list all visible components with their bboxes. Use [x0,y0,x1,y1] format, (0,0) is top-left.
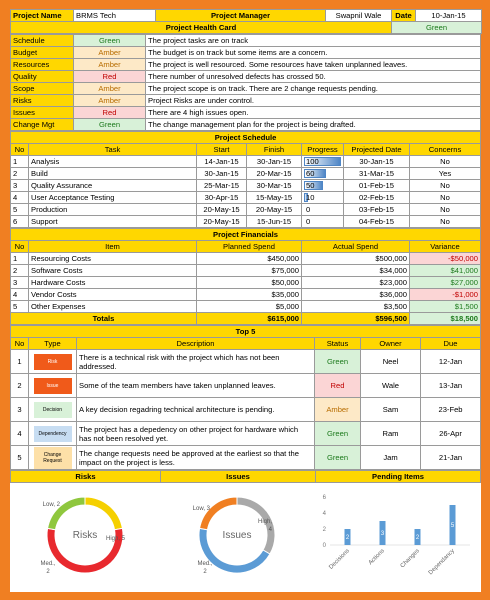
financials-row [11,265,481,277]
pending-category-label: Actions [367,548,386,567]
health-label: Schedule [11,35,74,47]
financials-col-header: Variance [410,241,481,253]
schedule-projected[interactable]: 03-Feb-15 [344,204,410,216]
type-badge: Issue [34,378,72,394]
health-label: Issues [11,107,74,119]
health-label: Quality [11,71,74,83]
header-table [10,9,482,34]
schedule-no: 2 [11,168,29,180]
health-status[interactable]: Green [74,35,146,47]
schedule-no: 1 [11,156,29,168]
schedule-col-header: No [11,144,29,156]
financials-no: 5 [11,301,29,313]
financials-variance: $1,500 [410,301,481,313]
health-note[interactable]: There are 4 high issues open. [146,107,481,119]
financials-variance: -$1,000 [410,289,481,301]
top5-due[interactable]: 13-Jan [421,374,481,398]
top5-col-header: Description [77,338,315,350]
top5-description[interactable]: A key decision regadring technical architecture is pending. [77,398,315,422]
health-label: Budget [11,47,74,59]
bar-y-tick: 4 [322,511,326,517]
schedule-start[interactable]: 30-Jan-15 [197,168,247,180]
health-status[interactable]: Amber [74,95,146,107]
schedule-progress[interactable] [302,168,344,180]
donut-center-label: Risks [72,530,98,541]
top5-row [11,374,481,398]
financials-actual[interactable]: $36,000 [302,289,410,301]
financials-item[interactable]: Vendor Costs [29,289,197,301]
top5-description[interactable]: The project has a depedency on other project for hardware which has not been resolved yet. [77,422,315,446]
schedule-task[interactable]: Support [29,216,197,228]
top5-status[interactable]: Green [315,422,361,446]
top5-table [10,325,481,470]
financials-no: 1 [11,253,29,265]
top5-due[interactable]: 12-Jan [421,350,481,374]
health-row [11,47,481,59]
top5-type [29,350,77,374]
project-name-label: Project Name [11,10,74,22]
top5-row [11,446,481,470]
pending-category-label: Decisions [328,548,351,571]
schedule-no: 4 [11,192,29,204]
pending-bar-value: 5 [450,523,455,529]
schedule-row [11,216,481,228]
schedule-task[interactable]: Production [29,204,197,216]
schedule-col-header: Task [29,144,197,156]
top5-due[interactable]: 23-Feb [421,398,481,422]
health-row [11,59,481,71]
financials-no: 2 [11,265,29,277]
top5-description[interactable]: Some of the team members have taken unplanned leaves. [77,374,315,398]
financials-col-header: Planned Spend [197,241,302,253]
financials-planned[interactable]: $50,000 [197,277,302,289]
risks-donut-chart [40,497,125,575]
top5-row [11,350,481,374]
financials-actual[interactable]: $500,000 [302,253,410,265]
health-label: Change Mgt [11,119,74,131]
top5-owner[interactable]: Wale [361,374,421,398]
status-report-sheet [10,9,481,592]
progress-bar [304,169,341,178]
schedule-col-header: Start [197,144,247,156]
total-actual: $596,500 [302,313,410,325]
pending-bar-value: 2 [345,535,350,541]
donut-center-label: Issues [222,530,252,541]
top5-status[interactable]: Green [315,350,361,374]
schedule-concerns[interactable]: No [410,192,481,204]
schedule-progress[interactable] [302,156,344,168]
top5-due[interactable]: 21-Jan [421,446,481,470]
schedule-finish[interactable]: 15-Jun-15 [247,216,302,228]
schedule-row [11,192,481,204]
health-label: Risks [11,95,74,107]
donut-slice-label: Med., 2 [197,561,213,575]
health-label: Scope [11,83,74,95]
pending-bar-value: 3 [380,531,385,537]
top5-status[interactable]: Red [315,374,361,398]
top5-status[interactable]: Amber [315,398,361,422]
financials-actual[interactable]: $34,000 [302,265,410,277]
progress-bar [304,181,341,190]
donut-slice-label: High, 5 [105,536,125,542]
schedule-start[interactable]: 20-May-15 [197,204,247,216]
schedule-row [11,180,481,192]
schedule-projected[interactable]: 01-Feb-15 [344,180,410,192]
financials-planned[interactable]: $35,000 [197,289,302,301]
top5-title: Top 5 [11,326,481,338]
health-card-table [10,34,481,131]
project-manager-value[interactable]: Swapnil Wale [326,10,392,22]
pending-category-label: Dependancy [427,548,456,577]
health-note[interactable]: The budget is on track but some items are a concern. [146,47,481,59]
top5-no: 4 [11,422,29,446]
progress-value: 0 [306,205,311,214]
progress-value: 50 [306,181,315,190]
health-status[interactable]: Red [74,71,146,83]
financials-table [10,228,481,325]
schedule-projected[interactable]: 02-Feb-15 [344,192,410,204]
health-status[interactable]: Amber [74,59,146,71]
health-row [11,95,481,107]
financials-planned[interactable]: $5,000 [197,301,302,313]
health-status[interactable]: Amber [74,83,146,95]
financials-row [11,253,481,265]
health-label: Resources [11,59,74,71]
top5-col-header: Type [29,338,77,350]
donut-slice-label: High, 4 [257,519,272,533]
type-badge: Change Request [34,447,72,469]
schedule-task[interactable]: User Acceptance Testing [29,192,197,204]
donut-slice [237,497,275,554]
health-note[interactable]: Project Risks are under control. [146,95,481,107]
schedule-start[interactable]: 25-Mar-15 [197,180,247,192]
pending-chart-title: Pending Items [316,471,481,483]
schedule-title: Project Schedule [11,132,481,144]
top5-row [11,398,481,422]
schedule-start[interactable]: 30-Apr-15 [197,192,247,204]
financials-planned[interactable]: $75,000 [197,265,302,277]
schedule-projected[interactable]: 30-Jan-15 [344,156,410,168]
health-card-title: Project Health Card [11,22,392,34]
financials-item[interactable]: Other Expenses [29,301,197,313]
financials-col-header: No [11,241,29,253]
donut-slice-label: Low, 2 [42,502,60,508]
financials-actual[interactable]: $3,500 [302,301,410,313]
progress-bar [304,157,341,166]
schedule-row [11,204,481,216]
schedule-projected[interactable]: 04-Feb-15 [344,216,410,228]
schedule-concerns[interactable]: No [410,156,481,168]
schedule-concerns[interactable]: No [410,216,481,228]
financials-row [11,289,481,301]
financials-planned[interactable]: $450,000 [197,253,302,265]
financials-item[interactable]: Software Costs [29,265,197,277]
top5-type [29,422,77,446]
top5-type [29,374,77,398]
top5-col-header: No [11,338,29,350]
date-label: Date [392,10,416,22]
financials-actual[interactable]: $23,000 [302,277,410,289]
charts-header [10,470,481,483]
total-planned: $615,000 [197,313,302,325]
schedule-no: 5 [11,204,29,216]
top5-status[interactable]: Green [315,446,361,470]
schedule-col-header: Finish [247,144,302,156]
pending-category-label: Changes [399,548,421,570]
schedule-no: 6 [11,216,29,228]
risks-chart-title: Risks [11,471,161,483]
health-row [11,107,481,119]
financials-variance: $41,000 [410,265,481,277]
progress-bar [304,217,341,226]
top5-no: 5 [11,446,29,470]
schedule-finish[interactable]: 20-May-15 [247,204,302,216]
financials-variance: -$50,000 [410,253,481,265]
top5-col-header: Status [315,338,361,350]
health-row [11,119,481,131]
schedule-start[interactable]: 20-May-15 [197,216,247,228]
progress-bar [304,193,341,202]
schedule-start[interactable]: 14-Jan-15 [197,156,247,168]
health-row [11,71,481,83]
pending-bar-value: 2 [415,535,420,541]
schedule-finish[interactable]: 20-Mar-15 [247,168,302,180]
top5-col-header: Owner [361,338,421,350]
schedule-progress[interactable] [302,192,344,204]
schedule-concerns[interactable]: Yes [410,168,481,180]
top5-description[interactable]: The change requests need be approved at the earliest so that the impact on the project is less. [77,446,315,470]
financials-col-header: Item [29,241,197,253]
health-status[interactable]: Green [74,119,146,131]
bar-y-tick: 0 [322,543,326,549]
health-note[interactable]: There number of unresolved defects has crossed 50. [146,71,481,83]
overall-status-badge: Green [392,22,482,34]
financials-row [11,301,481,313]
progress-value: 60 [306,169,315,178]
schedule-progress[interactable] [302,216,344,228]
top5-due[interactable]: 26-Apr [421,422,481,446]
top5-owner[interactable]: Neel [361,350,421,374]
schedule-row [11,168,481,180]
donut-slice [85,497,122,530]
health-row [11,35,481,47]
top5-description[interactable]: There is a technical risk with the project which has not been addressed. [77,350,315,374]
bar-y-tick: 2 [322,527,326,533]
top5-owner[interactable]: Sam [361,398,421,422]
progress-value: 100 [306,157,319,166]
charts-svg [10,483,481,593]
schedule-col-header: Progress [302,144,344,156]
financials-no: 4 [11,289,29,301]
type-badge: Dependency [34,426,72,442]
schedule-no: 3 [11,180,29,192]
health-status[interactable]: Amber [74,47,146,59]
financials-item[interactable]: Resourcing Costs [29,253,197,265]
top5-owner[interactable]: Jam [361,446,421,470]
schedule-progress[interactable] [302,204,344,216]
schedule-finish[interactable]: 15-May-15 [247,192,302,204]
issues-donut-chart [193,497,275,575]
charts-area [10,483,481,593]
progress-bar [304,205,341,214]
schedule-projected[interactable]: 31-Mar-15 [344,168,410,180]
top5-type [29,446,77,470]
top5-type [29,398,77,422]
schedule-col-header: Projected Date [344,144,410,156]
schedule-finish[interactable]: 30-Mar-15 [247,180,302,192]
financials-row [11,277,481,289]
schedule-finish[interactable]: 30-Jan-15 [247,156,302,168]
progress-value: 10 [306,193,315,202]
pending-items-bar-chart [323,495,470,576]
top5-col-header: Due [421,338,481,350]
type-badge: Risk [34,354,72,370]
health-note[interactable]: The change management plan for the project is being drafted. [146,119,481,131]
health-note[interactable]: The project tasks are on track [146,35,481,47]
bar-y-tick: 6 [322,495,326,501]
financials-col-header: Actual Spend [302,241,410,253]
schedule-row [11,156,481,168]
issues-chart-title: Issues [161,471,316,483]
health-row [11,83,481,95]
project-name-value[interactable]: BRMS Tech [74,10,156,22]
financials-no: 3 [11,277,29,289]
schedule-concerns[interactable]: No [410,204,481,216]
top5-owner[interactable]: Ram [361,422,421,446]
schedule-col-header: Concerns [410,144,481,156]
top5-row [11,422,481,446]
schedule-task[interactable]: Analysis [29,156,197,168]
health-note[interactable]: The project is well resourced. Some resources have taken unplanned leaves. [146,59,481,71]
financials-title: Project Financials [11,229,481,241]
health-status[interactable]: Red [74,107,146,119]
project-manager-label: Project Manager [156,10,326,22]
donut-slice-label: Low, 3 [192,506,210,512]
financials-variance: $27,000 [410,277,481,289]
top5-no: 2 [11,374,29,398]
donut-slice [200,497,237,530]
top5-no: 1 [11,350,29,374]
financials-item[interactable]: Hardware Costs [29,277,197,289]
progress-value: 0 [306,217,311,226]
financials-totals-label: Totals [11,313,197,325]
total-variance: $18,500 [410,313,481,325]
schedule-progress[interactable] [302,180,344,192]
top5-no: 3 [11,398,29,422]
schedule-table [10,131,481,228]
schedule-task[interactable]: Build [29,168,197,180]
type-badge: Decision [34,402,72,418]
schedule-task[interactable]: Quality Assurance [29,180,197,192]
date-value[interactable]: 10-Jan-15 [416,10,482,22]
health-note[interactable]: The project scope is on track. There are 2 change requests pending. [146,83,481,95]
donut-slice-label: Med., 2 [40,561,56,575]
schedule-concerns[interactable]: No [410,180,481,192]
